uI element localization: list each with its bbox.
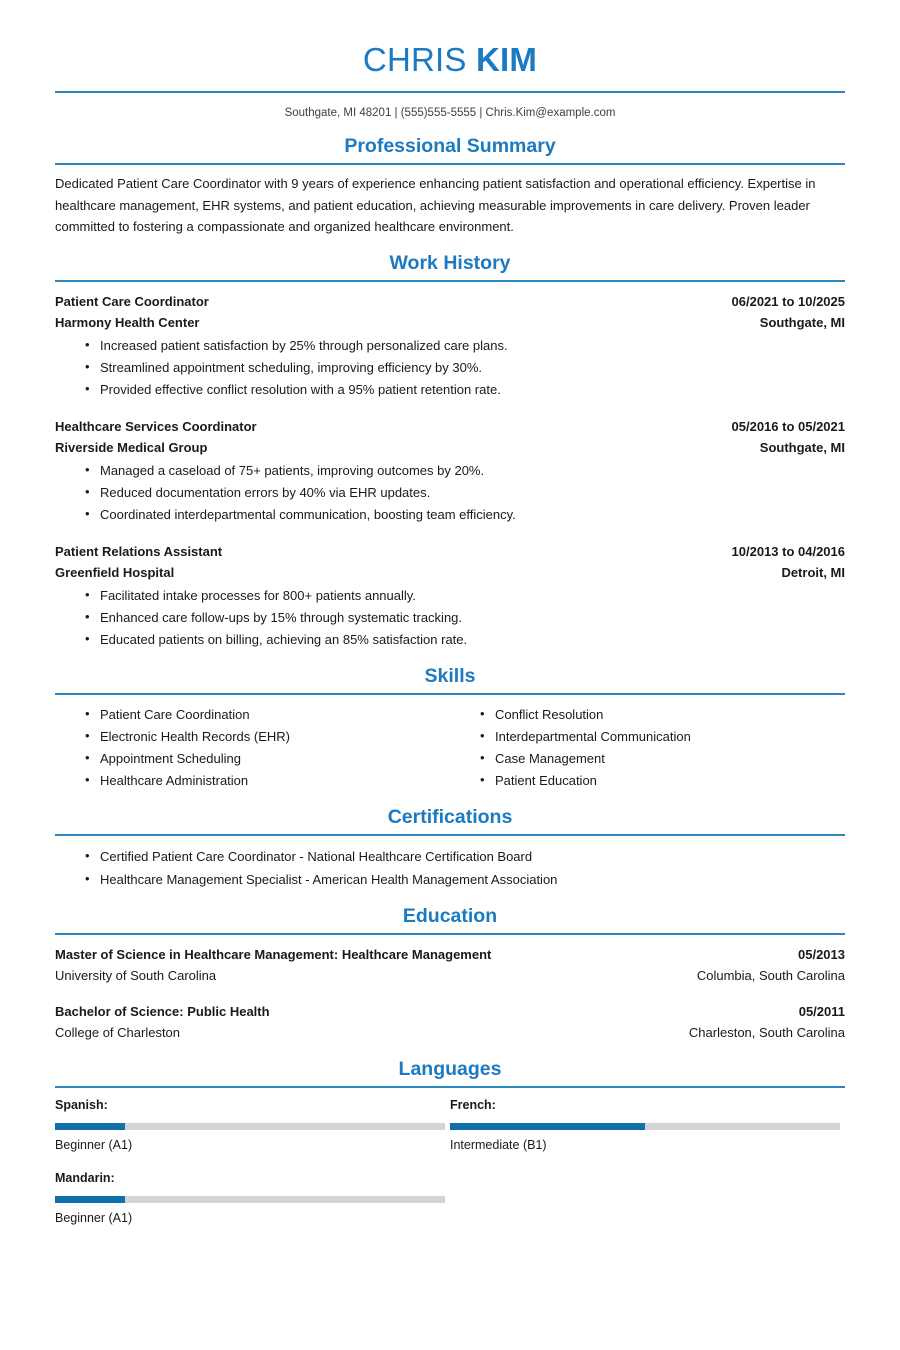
job-role: Patient Care Coordinator [55,293,209,309]
language-name: French: [450,1097,496,1112]
section-title-skills: Skills [424,664,476,687]
skill-item: • Conflict Resolution [495,704,845,726]
job-entry [55,526,845,651]
candidate-name [55,40,845,80]
job-entry [55,401,845,526]
job-bullet: • Coordinated interdepartmental communication, boosting team efficiency. [100,504,845,526]
language-entry [55,1169,450,1242]
job-dates: 05/2016 to 05/2021 [731,418,845,434]
job-company: Greenfield Hospital [55,564,175,580]
section-professional-summary [55,134,845,238]
skills-column-right [450,702,845,792]
job-title-row [55,291,845,312]
language-entry [450,1096,845,1169]
section-education [55,904,845,1044]
job-bullets [55,585,845,651]
job-company: Harmony Health Center [55,314,200,330]
language-level: Beginner (A1) [55,1210,133,1225]
education-school-row [55,1022,845,1044]
skill-item: • Appointment Scheduling [100,748,450,770]
job-bullet: • Increased patient satisfaction by 25% through personalized care plans. [100,335,845,357]
contact-line: Southgate, MI 48201 | (555)555-5555 | Chris.Kim@example.com [284,107,616,119]
certifications-list [55,845,845,891]
job-bullet: • Managed a caseload of 75+ patients, improving outcomes by 20%. [100,460,845,482]
education-location: Charleston, South Carolina [688,1025,845,1040]
language-name: Spanish: [55,1097,108,1112]
section-title-summary: Professional Summary [344,135,556,157]
job-role: Patient Relations Assistant [55,543,223,559]
section-title-certifications: Certifications [387,805,513,828]
skill-item: • Patient Education [495,770,845,792]
job-bullet: • Provided effective conflict resolution with a 95% patient retention rate. [100,379,845,401]
certification-item: • Certified Patient Care Coordinator - National Healthcare Certification Board [100,845,845,868]
education-degree-row [55,944,845,966]
job-title-row [55,541,845,562]
job-company: Riverside Medical Group [55,439,208,455]
language-level: Intermediate (B1) [450,1137,547,1152]
skill-item: • Patient Care Coordination [100,704,450,726]
job-bullet: • Streamlined appointment scheduling, improving efficiency by 30%. [100,357,845,379]
language-entry [55,1096,450,1169]
section-title-work-history: Work History [389,251,511,274]
job-bullets [55,335,845,401]
education-degree-row [55,1001,845,1023]
summary-text: Dedicated Patient Care Coordinator with 9 years of experience enhancing patient satisfaction and operational efficiency. Expertise in healthcare management, EHR systems, and patient education, achieving measurable improvements in care delivery. Proven leader committed to fostering a compassionate and organized healthcare environment. [55,176,816,234]
education-degree: Bachelor of Science: Public Health [55,1003,270,1019]
skill-item: • Healthcare Administration [100,770,450,792]
language-level: Beginner (A1) [55,1137,133,1152]
education-degree: Master of Science in Healthcare Management: Healthcare Management [55,946,492,962]
section-languages [55,1057,845,1242]
job-bullet: • Enhanced care follow-ups by 15% through systematic tracking. [100,607,845,629]
job-location: Southgate, MI [759,439,845,455]
section-certifications [55,805,845,891]
skill-item: • Case Management [495,748,845,770]
education-date: 05/2011 [798,1003,845,1019]
language-proficiency-track [55,1196,445,1203]
job-company-row [55,437,845,458]
job-company-row [55,312,845,333]
education-school-row [55,965,845,987]
job-location: Southgate, MI [759,314,845,330]
skills-list [55,704,450,792]
section-skills [55,664,845,792]
last-name: KIM [475,41,538,78]
first-name: CHRIS [362,41,467,78]
skill-item: • Interdepartmental Communication [495,726,845,748]
section-work-history [55,251,845,651]
job-role: Healthcare Services Coordinator [55,418,257,434]
certifications-body [55,836,845,891]
education-school: University of South Carolina [55,968,217,983]
education-entry [55,987,845,1044]
languages-grid [55,1088,845,1242]
language-proficiency-track [450,1123,840,1130]
language-proficiency-fill [450,1123,645,1130]
certification-item: • Healthcare Management Specialist - American Health Management Association [100,868,845,891]
language-name: Mandarin: [55,1170,115,1185]
language-proficiency-track [55,1123,445,1130]
language-proficiency-fill [55,1196,125,1203]
job-bullet: • Facilitated intake processes for 800+ patients annually. [100,585,845,607]
language-proficiency-fill [55,1123,125,1130]
job-title-row [55,416,845,437]
job-bullet: • Reduced documentation errors by 40% via EHR updates. [100,482,845,504]
job-dates: 06/2021 to 10/2025 [731,293,845,309]
skill-item: • Electronic Health Records (EHR) [100,726,450,748]
section-title-languages: Languages [398,1057,502,1080]
education-date: 05/2013 [798,946,845,962]
skills-list [450,704,845,792]
education-school: College of Charleston [55,1025,181,1040]
skills-columns [55,695,845,792]
job-company-row [55,562,845,583]
job-entry [55,282,845,401]
job-bullet: • Educated patients on billing, achieving an 85% satisfaction rate. [100,629,845,651]
job-dates: 10/2013 to 04/2016 [731,543,845,559]
job-bullets [55,460,845,526]
education-entry [55,935,845,987]
resume-header [55,0,845,121]
job-location: Detroit, MI [781,564,845,580]
section-title-education: Education [402,904,498,927]
education-location: Columbia, South Carolina [696,968,845,983]
skills-column-left [55,702,450,792]
